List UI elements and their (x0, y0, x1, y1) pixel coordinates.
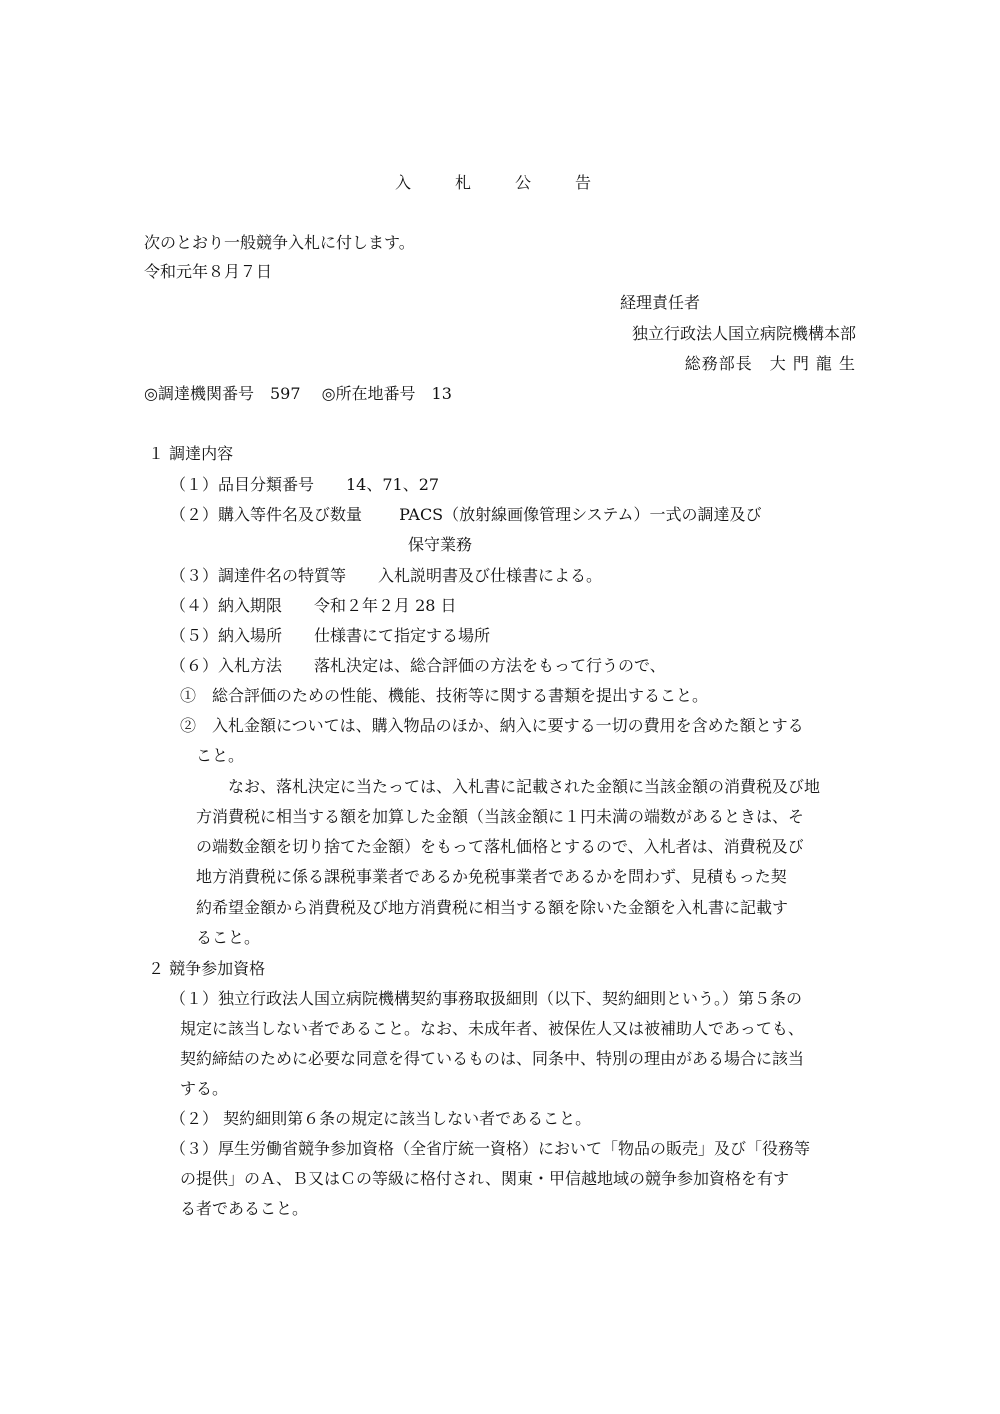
s2-item-1: （１）独立行政法人国立病院機構契約事務取扱細則（以下、契約細則という。）第５条の (170, 989, 803, 1008)
s1-note-line-5: 約希望金額から消費税及び地方消費税に相当する額を除いた金額を入札書に記載す (196, 898, 789, 917)
s1-sub-2: ② 入札金額については、購入物品のほか、納入に要する一切の費用を含めた額とする (180, 716, 804, 735)
s2-item-1-cont-3: する。 (180, 1079, 229, 1098)
s1-note-line-3: の端数金額を切り捨てた金額）をもって落札価格とするので、入札者は、消費税及び (196, 837, 804, 856)
s1-item-5: （５）納入場所 仕様書にて指定する場所 (170, 626, 491, 645)
issuer-org: 独立行政法人国立病院機構本部 (631, 324, 856, 343)
notice-date: 令和元年８月７日 (144, 262, 273, 281)
s2-item-3-cont-2: る者であること。 (180, 1199, 309, 1218)
s1-item-3: （３）調達件名の特質等 入札説明書及び仕様書による。 (170, 566, 603, 585)
s1-sub-2-cont: こと。 (196, 746, 245, 765)
s1-item-2: （２）購入等件名及び数量 PACS（放射線画像管理システム）一式の調達及び (170, 505, 762, 524)
s1-note-line-2: 方消費税に相当する額を加算した金額（当該金額に１円未満の端数があるときは、そ (196, 807, 805, 826)
s1-item-6: （６）入札方法 落札決定は、総合評価の方法をもって行うので、 (170, 656, 666, 675)
s1-note-line-1: なお、落札決定に当たっては、入札書に記載された金額に当該金額の消費税及び地 (228, 777, 821, 796)
s1-item-4: （４）納入期限 令和２年２月 28 日 (170, 596, 457, 615)
issuer-person: 総務部長 大 門 龍 生 (684, 354, 856, 373)
s2-item-1-cont-2: 契約締結のために必要な同意を得ているものは、同条中、特別の理由がある場合に該当 (180, 1049, 805, 1068)
section-1-heading: １ 調達内容 (148, 444, 234, 463)
s2-item-3-cont-1: の提供」のＡ、Ｂ又はＣの等級に格付され、関東・甲信越地域の競争参加資格を有す (180, 1169, 789, 1188)
issuer-role: 経理責任者 (620, 293, 701, 312)
intro-text: 次のとおり一般競争入札に付します。 (144, 233, 415, 252)
s1-item-2-cont: 保守業務 (408, 535, 473, 554)
s2-item-2: （２） 契約細則第６条の規定に該当しない者であること。 (170, 1109, 592, 1128)
section-2-heading: ２ 競争参加資格 (148, 959, 266, 978)
s1-note-line-4: 地方消費税に係る課税事業者であるか免税事業者であるかを問わず、見積もった契 (196, 867, 787, 886)
s2-item-1-cont-1: 規定に該当しない者であること。なお、未成年者、被保佐人又は被補助人であっても、 (180, 1019, 804, 1038)
procurement-codes: ◎調達機関番号 597 ◎所在地番号 13 (144, 384, 452, 403)
s1-sub-1: ① 総合評価のための性能、機能、技術等に関する書類を提出すること。 (180, 686, 709, 705)
s2-item-3: （３）厚生労働省競争参加資格（全省庁統一資格）において「物品の販売」及び「役務等 (170, 1139, 811, 1158)
s1-item-1: （１）品目分類番号 14、71、27 (170, 475, 440, 494)
s1-note-line-6: ること。 (196, 928, 261, 947)
page-title: 入 札 公 告 (394, 173, 605, 192)
